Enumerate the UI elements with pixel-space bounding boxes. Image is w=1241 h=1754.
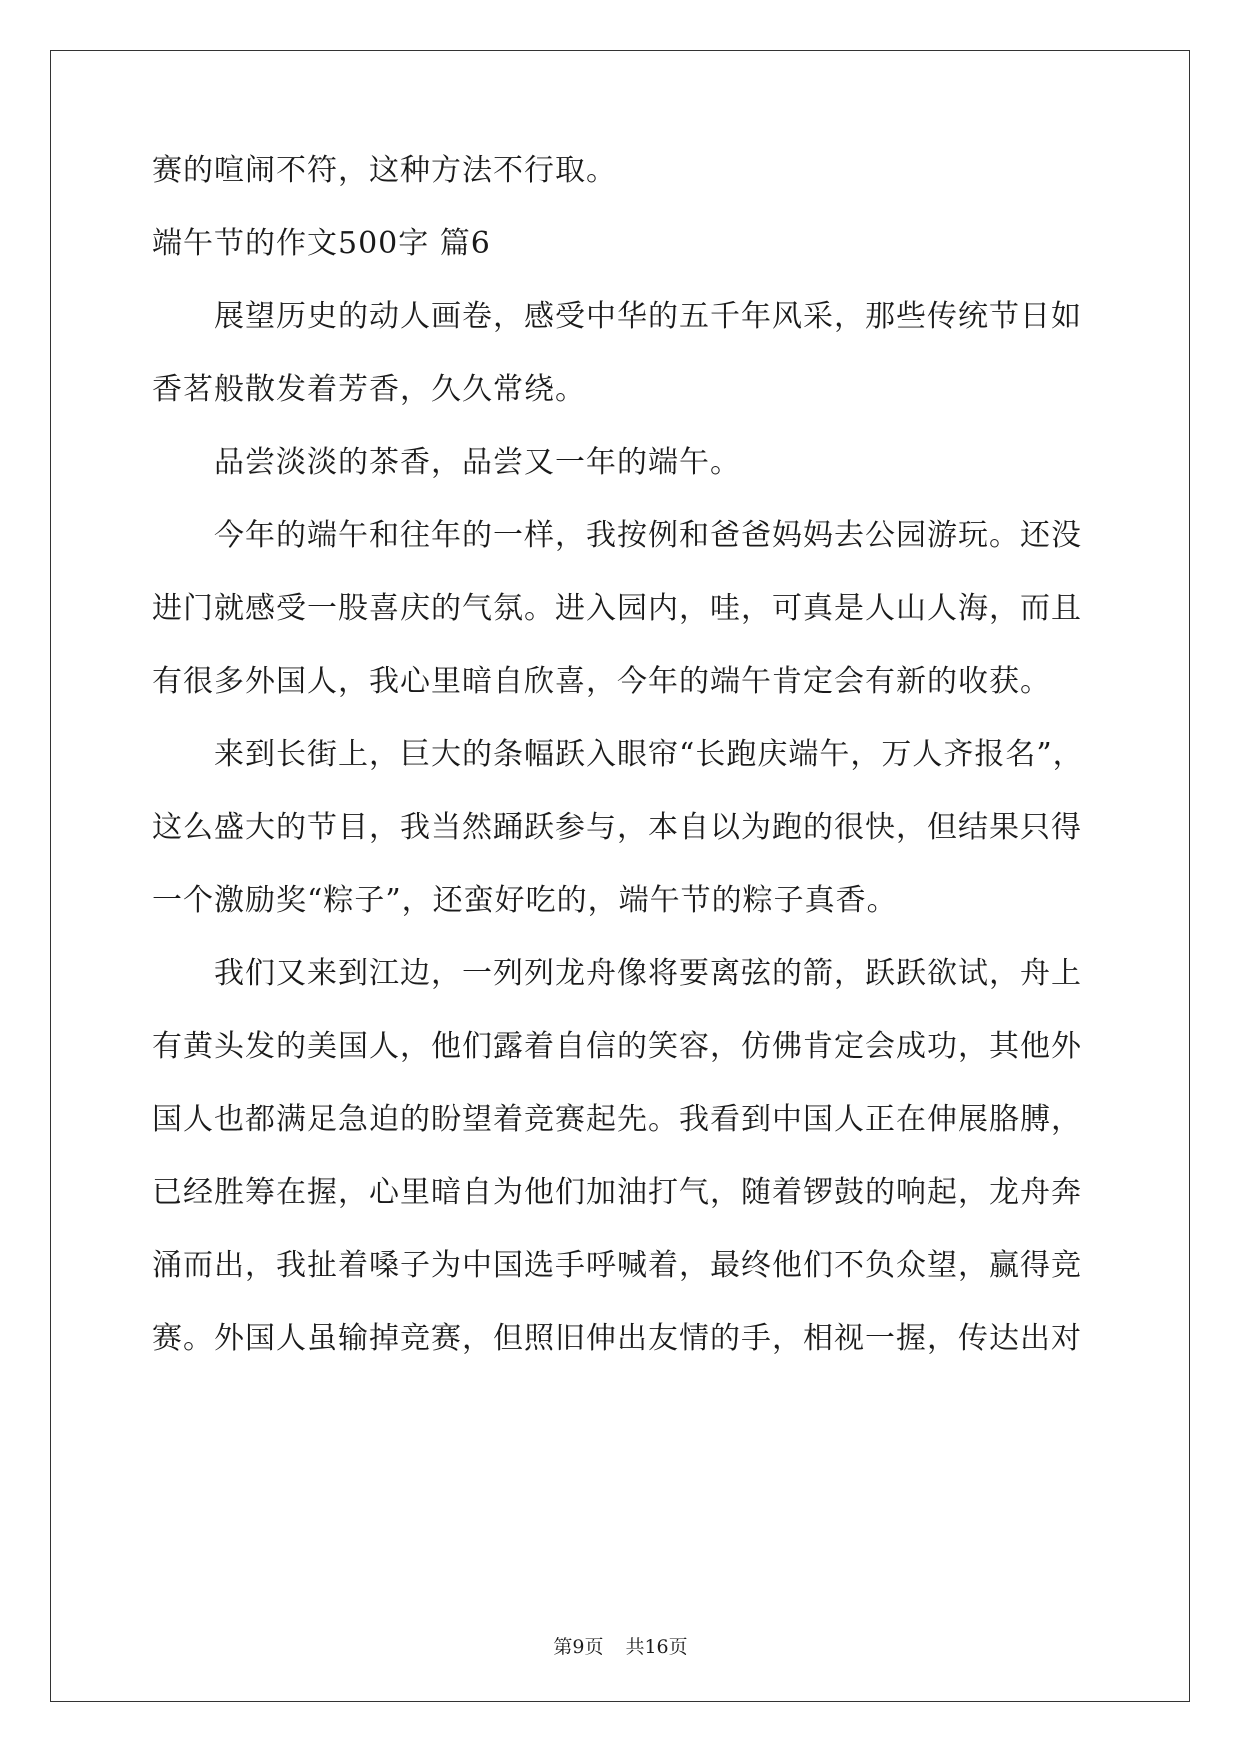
paragraph-line: 进门就感受一股喜庆的气氛。进入园内，哇，可真是人山人海，而且 bbox=[152, 591, 1082, 626]
paragraph-line: 香茗般散发着芳香，久久常绕。 bbox=[152, 372, 586, 407]
paragraph-line: 有黄头发的美国人，他们露着自信的笑容，仿佛肯定会成功，其他外 bbox=[152, 1029, 1082, 1064]
paragraph-line: 今年的端午和往年的一样，我按例和爸爸妈妈去公园游玩。还没 bbox=[214, 518, 1082, 553]
paragraph-line: 一个激励奖“粽子”，还蛮好吃的，端午节的粽子真香。 bbox=[152, 883, 898, 918]
paragraph-line: 有很多外国人，我心里暗自欣喜，今年的端午肯定会有新的收获。 bbox=[152, 664, 1051, 699]
paragraph-line: 已经胜筹在握，心里暗自为他们加油打气，随着锣鼓的响起，龙舟奔 bbox=[152, 1175, 1082, 1210]
section-heading: 端午节的作文500字 篇6 bbox=[152, 226, 491, 261]
paragraph-line: 国人也都满足急迫的盼望着竞赛起先。我看到中国人正在伸展胳膊， bbox=[152, 1102, 1082, 1137]
paragraph-line: 这么盛大的节目，我当然踊跃参与，本自以为跑的很快，但结果只得 bbox=[152, 810, 1082, 845]
paragraph-line: 我们又来到江边，一列列龙舟像将要离弦的箭，跃跃欲试，舟上 bbox=[214, 956, 1082, 991]
page-footer bbox=[0, 1635, 1241, 1659]
paragraph-line: 涌而出，我扯着嗓子为中国选手呼喊着，最终他们不负众望，赢得竞 bbox=[152, 1248, 1082, 1283]
paragraph-line: 展望历史的动人画卷，感受中华的五千年风采，那些传统节日如 bbox=[214, 299, 1082, 334]
paragraph-line: 来到长街上，巨大的条幅跃入眼帘“长跑庆端午，万人齐报名”， bbox=[214, 737, 1084, 772]
text-line-continuation: 赛的喧闹不符，这种方法不行取。 bbox=[152, 153, 617, 188]
page-number: 第9页 bbox=[553, 1636, 604, 1658]
page-total: 共16页 bbox=[625, 1636, 688, 1658]
paragraph-line: 品尝淡淡的茶香，品尝又一年的端午。 bbox=[214, 445, 741, 480]
paragraph-line: 赛。外国人虽输掉竞赛，但照旧伸出友情的手，相视一握，传达出对 bbox=[152, 1321, 1082, 1356]
